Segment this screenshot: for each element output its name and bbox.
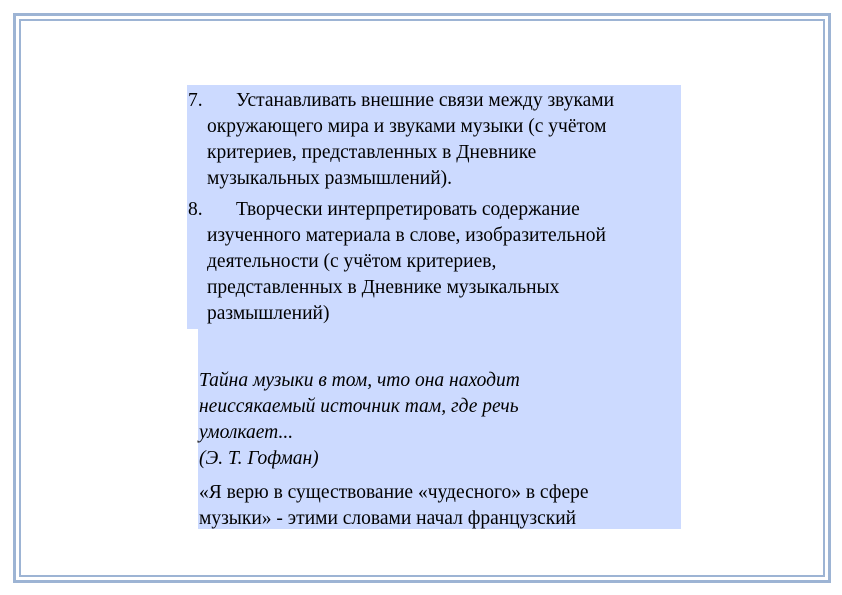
list-item-line: музыкальных размышлений). (207, 168, 453, 189)
list-item-line: Творчески интерпретировать содержание (236, 199, 580, 220)
list-item-number: 7. (188, 90, 203, 111)
quote-author: (Э. Т. Гофман) (199, 448, 319, 469)
paragraph-line: музыки» - этими словами начал французский (199, 508, 577, 529)
list-item-line: изученного материала в слове, изобразительной (207, 225, 606, 246)
list-item-number: 8. (188, 199, 203, 220)
list-item-line: представленных в Дневнике музыкальных (207, 277, 560, 298)
list-item-line: размышлений) (207, 303, 330, 324)
quote-line: неиссякаемый источник там, где речь (199, 396, 519, 417)
list-item-line: деятельности (с учётом критериев, (207, 251, 497, 272)
epigraph-quote (199, 368, 599, 472)
list-item-8 (188, 197, 668, 327)
quote-line: умолкает... (199, 422, 294, 443)
body-paragraph (199, 480, 669, 532)
list-item-line: критериев, представленных в Дневнике (207, 142, 537, 163)
quote-line: Тайна музыки в том, что она находит (199, 370, 520, 391)
list-item-line: окружающего мира и звуками музыки (с учётом (207, 116, 607, 137)
numbered-list (188, 88, 668, 327)
list-item-7 (188, 88, 668, 192)
list-item-line: Устанавливать внешние связи между звуками (236, 90, 615, 111)
paragraph-line: «Я верю в существование «чудесного» в сфере (199, 482, 589, 503)
